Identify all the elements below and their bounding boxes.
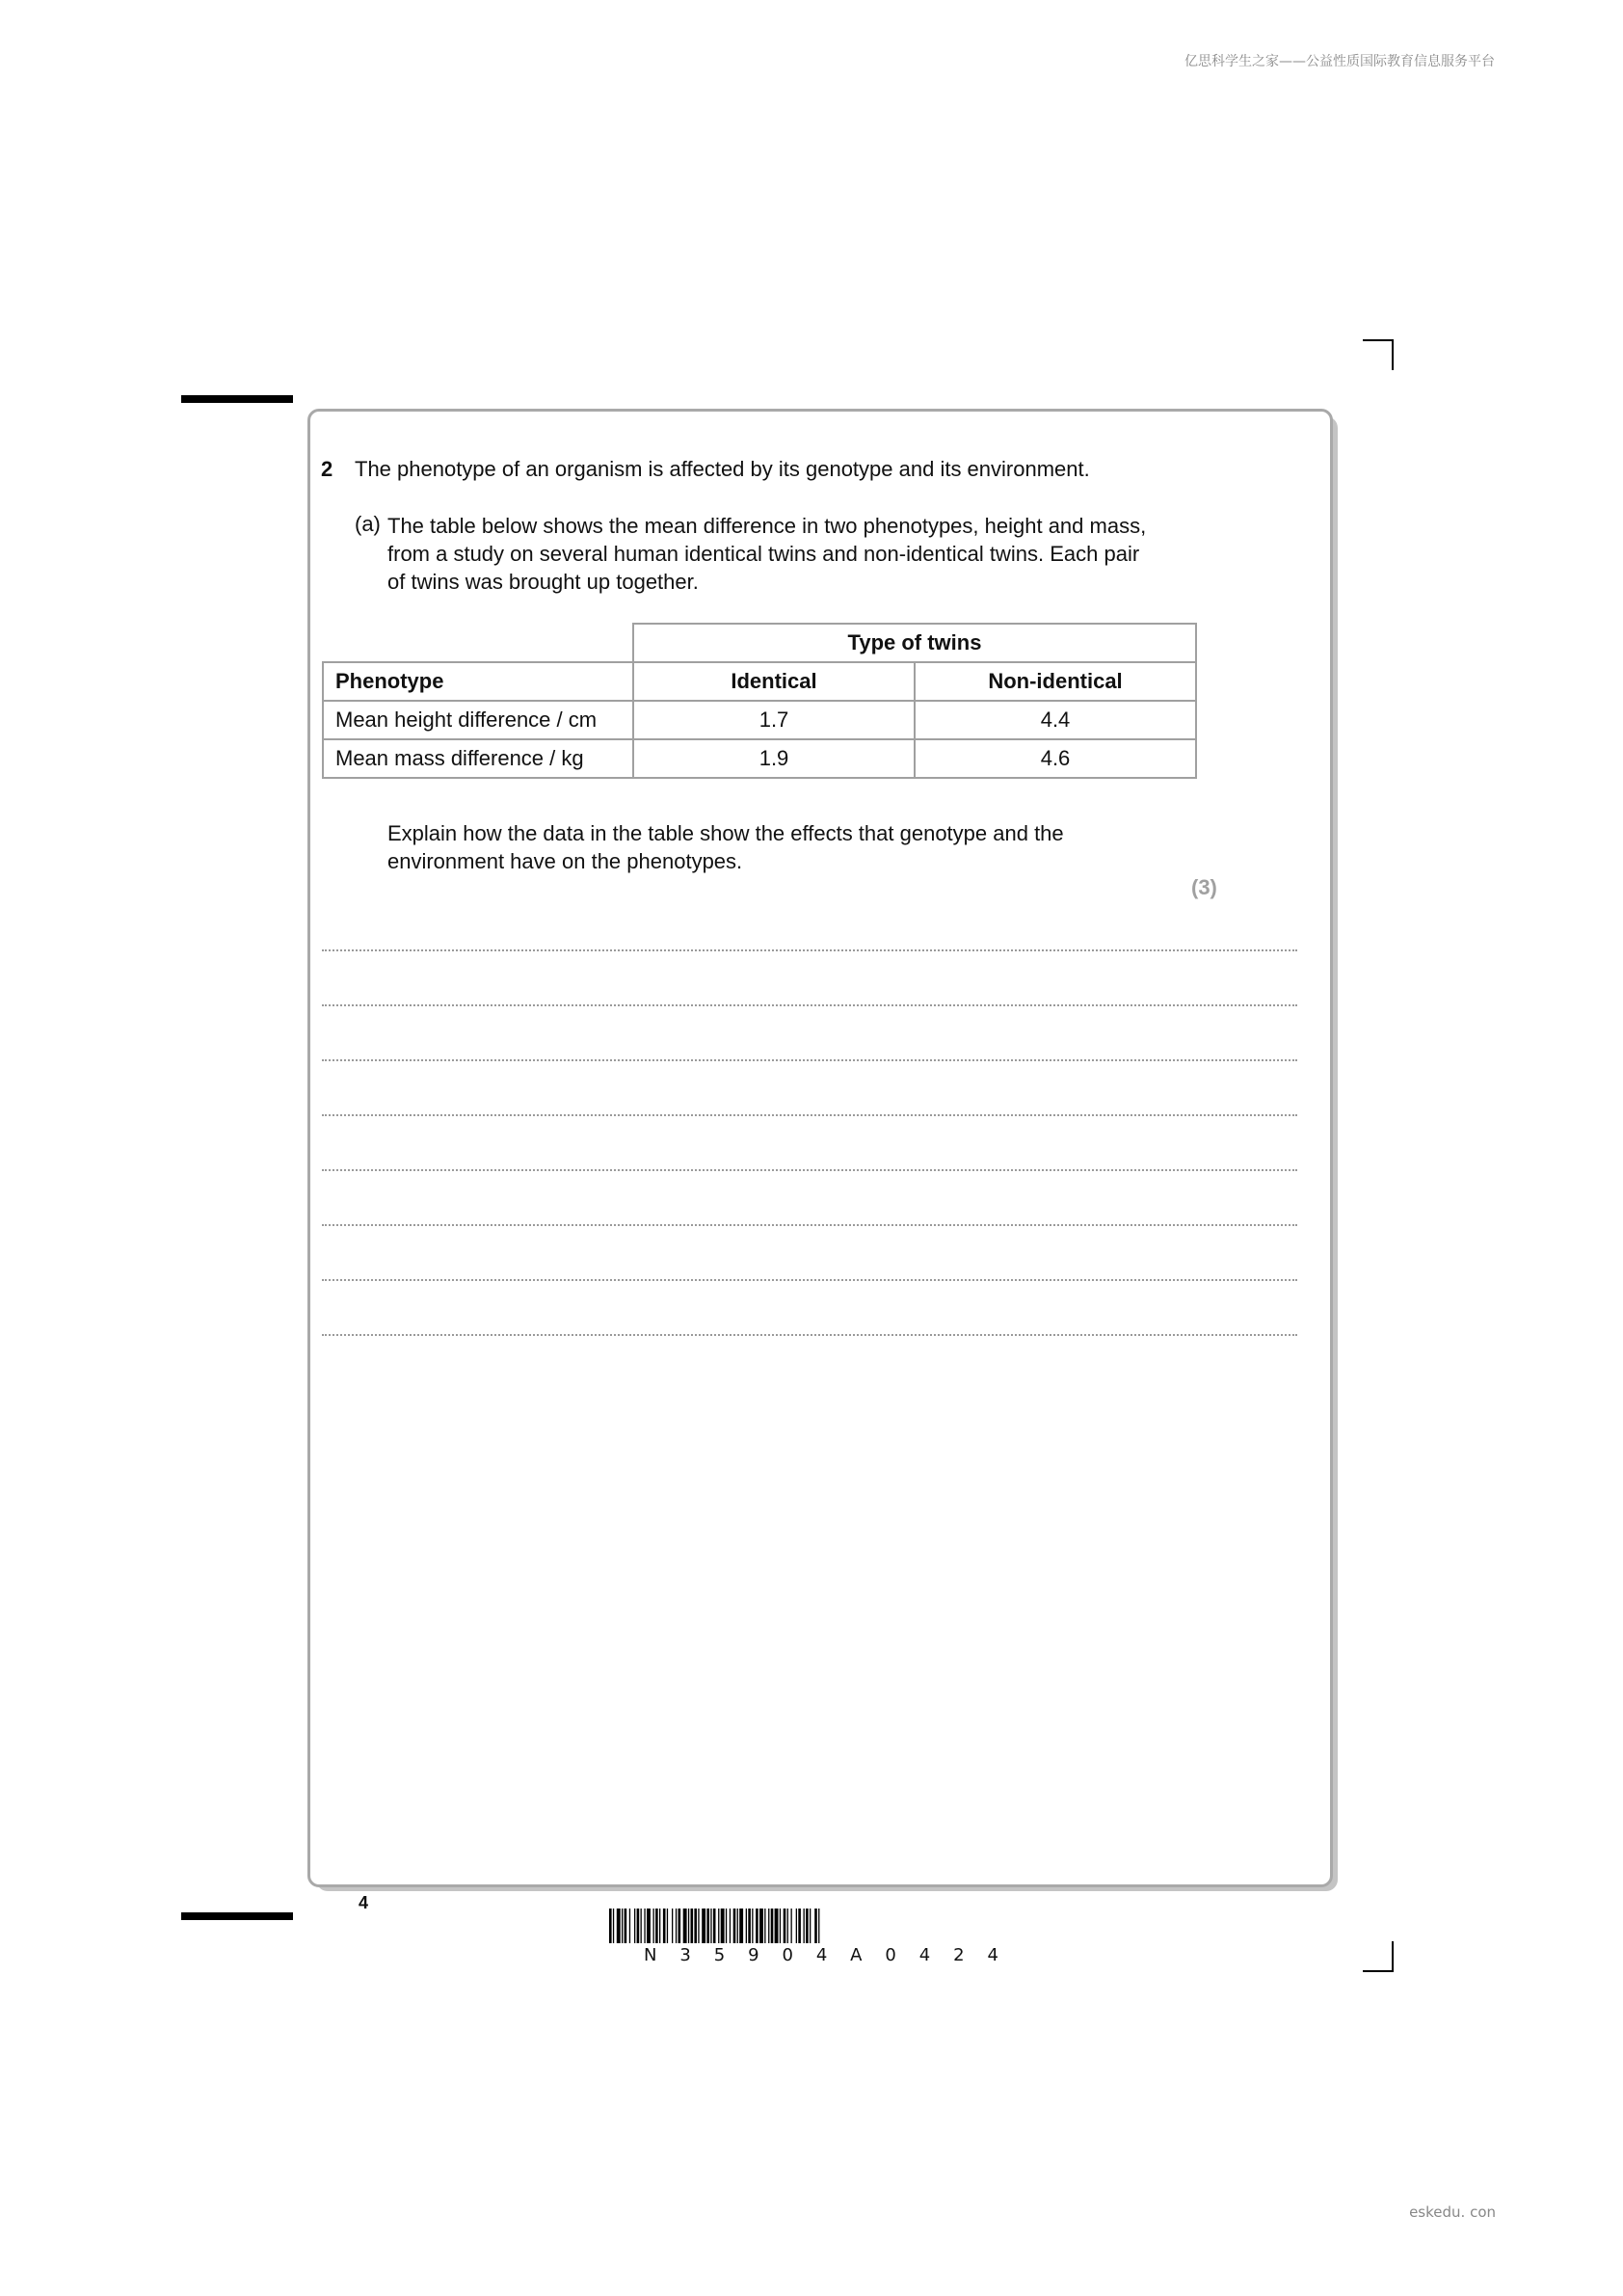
answer-line[interactable] — [322, 1059, 1297, 1061]
question-number: 2 — [321, 457, 333, 481]
barcode-char: 9 — [748, 1945, 759, 1965]
table-row — [323, 739, 1196, 778]
barcode-bar — [672, 1909, 673, 1943]
barcode-char: A — [850, 1945, 863, 1965]
barcode-bar — [629, 1909, 630, 1943]
margin-bar-bottom — [181, 1912, 293, 1920]
barcode-bar — [706, 1909, 709, 1943]
barcode-bar — [798, 1909, 801, 1943]
footer-watermark: eskedu. con — [1409, 2203, 1496, 2221]
barcode-char: 5 — [713, 1945, 726, 1965]
answer-line[interactable] — [322, 1114, 1297, 1116]
barcode-bar — [748, 1909, 751, 1943]
table-row — [323, 701, 1196, 739]
barcode-char: 2 — [953, 1945, 965, 1965]
answer-line[interactable] — [322, 1279, 1297, 1281]
table-cell: Mean height difference / cm — [323, 701, 633, 739]
barcode-bar — [721, 1909, 725, 1943]
barcode-char: 4 — [815, 1945, 828, 1965]
barcode-bar — [659, 1909, 660, 1943]
answer-line[interactable] — [322, 1169, 1297, 1171]
barcode-bar — [710, 1909, 711, 1943]
barcode-image — [605, 1909, 1029, 1945]
part-a-line: from a study on several human identical twins and non-identical twins. Each pair — [387, 542, 1140, 566]
barcode-bar — [663, 1909, 666, 1943]
table-group-header-row — [323, 624, 1196, 662]
part-a-line: of twins was brought up together. — [387, 570, 699, 594]
table-header: Identical — [633, 662, 915, 701]
page-number: 4 — [359, 1893, 369, 1912]
barcode-bar — [759, 1909, 763, 1943]
barcode-bar — [787, 1909, 788, 1943]
barcode-bar — [718, 1909, 719, 1943]
margin-bar-top — [181, 395, 293, 403]
barcode-bar — [739, 1909, 743, 1943]
barcode-bar — [730, 1909, 731, 1943]
barcode-bar — [698, 1909, 699, 1943]
barcode-bar — [806, 1909, 809, 1943]
barcode-bar — [676, 1909, 677, 1943]
barcode-bar — [702, 1909, 705, 1943]
marks-label: (3) — [1191, 875, 1217, 899]
prompt-line: environment have on the phenotypes. — [387, 849, 743, 873]
table-header: Non-identical — [915, 662, 1196, 701]
barcode-bar — [655, 1909, 658, 1943]
barcode-bar — [667, 1909, 668, 1943]
barcode-bar — [694, 1909, 697, 1943]
barcode-bar — [814, 1909, 817, 1943]
part-a-text — [387, 512, 1197, 596]
barcode-bar — [653, 1909, 654, 1943]
barcode-text — [644, 1945, 998, 1965]
barcode-bar — [746, 1909, 747, 1943]
barcode-bar — [647, 1909, 651, 1943]
barcode-bar — [609, 1909, 612, 1943]
barcode-bar — [713, 1909, 716, 1943]
barcode-bar — [622, 1909, 623, 1943]
table-cell: 4.4 — [915, 701, 1196, 739]
barcode-char: 4 — [987, 1945, 998, 1965]
answer-line[interactable] — [322, 1224, 1297, 1226]
part-a-line: The table below shows the mean difference in two phenotypes, height and mass, — [387, 514, 1147, 538]
barcode-bar — [775, 1909, 779, 1943]
table-cell: Mean mass difference / kg — [323, 739, 633, 778]
barcode-bar — [688, 1909, 689, 1943]
prompt-line: Explain how the data in the table show the effects that genotype and the — [387, 821, 1064, 845]
barcode-bar — [644, 1909, 645, 1943]
barcode-bar — [641, 1909, 642, 1943]
barcode-bar — [634, 1909, 635, 1943]
question-stem: The phenotype of an organism is affected by its genotype and its environment. — [355, 457, 1090, 481]
barcode-bar — [804, 1909, 805, 1943]
crop-mark-bottom-v — [1392, 1941, 1394, 1972]
table-header: Phenotype — [323, 662, 633, 701]
header-watermark: 亿思科学生之家——公益性质国际教育信息服务平台 — [1184, 54, 1495, 69]
barcode-bar — [613, 1909, 614, 1943]
barcode-bar — [791, 1909, 792, 1943]
answer-line[interactable] — [322, 1004, 1297, 1006]
answer-line[interactable] — [322, 1334, 1297, 1336]
table-cell: 4.6 — [915, 739, 1196, 778]
crop-mark-bottom-h — [1363, 1970, 1392, 1972]
part-a-label: (a) — [355, 512, 381, 536]
twins-data-table — [322, 623, 1197, 779]
barcode-char: 0 — [885, 1945, 896, 1965]
table-empty-cell — [323, 624, 633, 662]
barcode-bar — [637, 1909, 640, 1943]
barcode-bar — [617, 1909, 621, 1943]
barcode-bar — [683, 1909, 687, 1943]
barcode-bar — [764, 1909, 765, 1943]
barcode-bar — [691, 1909, 694, 1943]
barcode-bar — [737, 1909, 738, 1943]
answer-line[interactable] — [322, 949, 1297, 951]
barcode-char: 0 — [782, 1945, 793, 1965]
barcode-bar — [768, 1909, 769, 1943]
barcode-bar — [796, 1909, 797, 1943]
barcode-bar — [678, 1909, 681, 1943]
table-cell: 1.7 — [633, 701, 915, 739]
crop-mark-top-h — [1363, 339, 1392, 341]
table-cell: 1.9 — [633, 739, 915, 778]
crop-mark-top-v — [1392, 339, 1394, 370]
barcode-bar — [752, 1909, 753, 1943]
barcode-char: N — [644, 1945, 657, 1965]
barcode-bar — [625, 1909, 627, 1943]
barcode-bar — [733, 1909, 736, 1943]
table-group-header: Type of twins — [633, 624, 1196, 662]
barcode-char: 3 — [679, 1945, 691, 1965]
barcode-bar — [726, 1909, 727, 1943]
barcode-char: 4 — [918, 1945, 931, 1965]
barcode-bar — [818, 1909, 819, 1943]
question-prompt — [387, 819, 1064, 875]
barcode-bar — [771, 1909, 774, 1943]
barcode-bar — [810, 1909, 811, 1943]
table-header-row — [323, 662, 1196, 701]
barcode-bar — [780, 1909, 781, 1943]
barcode-bar — [784, 1909, 786, 1943]
barcode-bar — [756, 1909, 758, 1943]
